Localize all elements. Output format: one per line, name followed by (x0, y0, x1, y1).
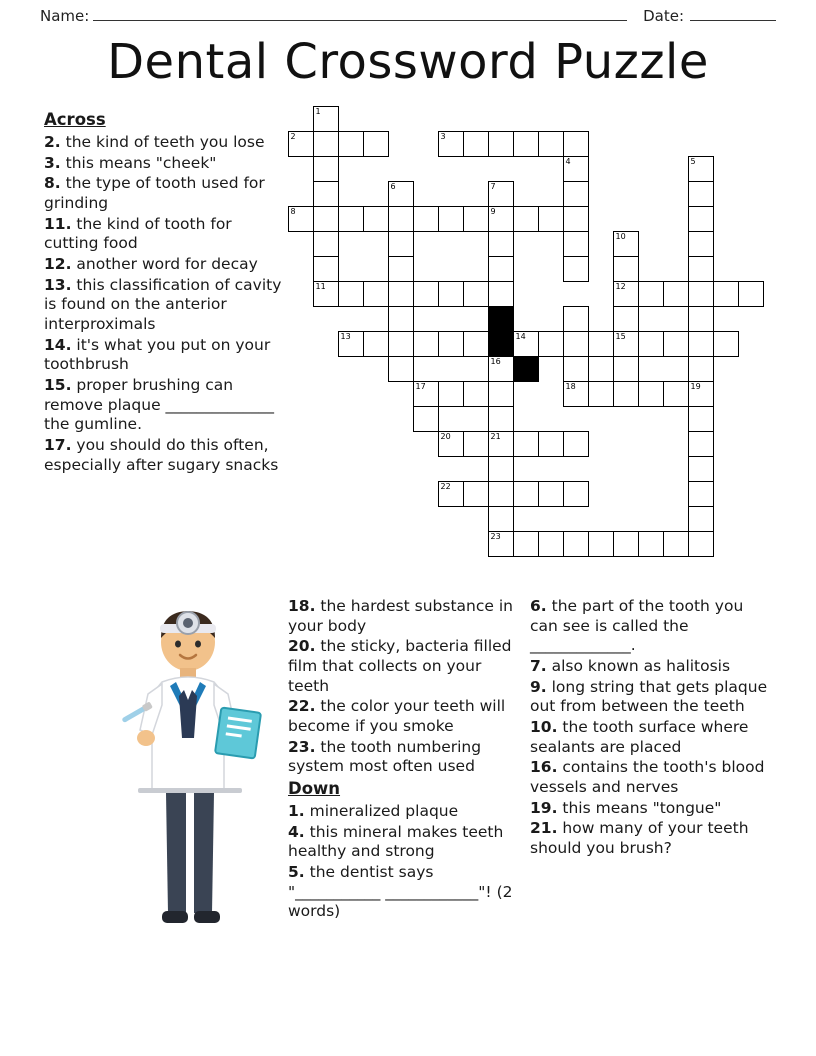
date-label: Date: (643, 7, 684, 25)
grid-cell[interactable] (663, 531, 689, 557)
grid-cell[interactable] (563, 431, 589, 457)
grid-cell[interactable] (563, 331, 589, 357)
grid-cell[interactable] (338, 281, 364, 307)
grid-cell[interactable] (563, 356, 589, 382)
grid-cell[interactable] (538, 481, 564, 507)
grid-cell[interactable] (663, 281, 689, 307)
grid-cell[interactable] (538, 131, 564, 157)
grid-cell-number: 11 (315, 282, 326, 291)
clue-number: 19. (530, 798, 558, 817)
grid-cell[interactable] (563, 206, 589, 232)
grid-cell[interactable] (663, 381, 689, 407)
clue-item (44, 174, 282, 213)
grid-cell[interactable] (463, 131, 489, 157)
clue-item (530, 678, 775, 717)
grid-cell[interactable] (513, 331, 539, 357)
grid-cell[interactable] (388, 281, 414, 307)
clue-item (288, 738, 518, 777)
clue-text: it's what you put on your toothbrush (44, 335, 271, 374)
grid-cell-number: 23 (490, 532, 501, 541)
clue-item (288, 597, 518, 636)
grid-cell[interactable] (688, 531, 714, 557)
grid-cell[interactable] (388, 356, 414, 382)
grid-cell[interactable] (638, 531, 664, 557)
clue-item (288, 697, 518, 736)
grid-cell[interactable] (563, 181, 589, 207)
grid-cell[interactable] (488, 506, 514, 532)
grid-cell[interactable] (488, 531, 514, 557)
clue-item (530, 657, 775, 677)
clue-text: you should do this often, especially after sugary snacks (44, 436, 279, 474)
clue-number: 2. (44, 132, 61, 151)
name-date-row (40, 6, 776, 25)
grid-cell-number: 6 (390, 182, 396, 191)
clue-number: 16. (530, 758, 558, 777)
grid-cell[interactable] (463, 481, 489, 507)
clue-text: the hardest substance in your body (288, 597, 513, 635)
clue-number: 7. (530, 657, 547, 676)
grid-cell[interactable] (413, 206, 439, 232)
grid-cell[interactable] (313, 181, 339, 207)
grid-cell[interactable] (538, 331, 564, 357)
grid-cell[interactable] (488, 456, 514, 482)
grid-cell[interactable] (338, 206, 364, 232)
grid-cell[interactable] (313, 131, 339, 157)
grid-cell[interactable] (313, 106, 339, 132)
grid-cell[interactable] (713, 331, 739, 357)
grid-cell[interactable] (513, 431, 539, 457)
grid-cell[interactable] (338, 331, 364, 357)
grid-cell[interactable] (288, 206, 314, 232)
grid-cell[interactable] (638, 331, 664, 357)
grid-cell[interactable] (613, 331, 639, 357)
grid-cell[interactable] (563, 156, 589, 182)
grid-cell[interactable] (488, 231, 514, 257)
clue-number: 17. (44, 436, 72, 455)
grid-cell[interactable] (513, 206, 539, 232)
grid-cell[interactable] (438, 331, 464, 357)
grid-cell-number: 13 (340, 332, 351, 341)
grid-cell[interactable] (488, 131, 514, 157)
grid-cell[interactable] (413, 281, 439, 307)
grid-cell[interactable] (463, 381, 489, 407)
clue-number: 18. (288, 597, 316, 615)
grid-cell[interactable] (363, 331, 389, 357)
grid-cell[interactable] (488, 356, 514, 382)
name-label: Name: (40, 7, 90, 25)
grid-cell[interactable] (688, 206, 714, 232)
clue-item (44, 376, 282, 435)
grid-cell-number: 9 (490, 207, 496, 216)
grid-cell[interactable] (488, 181, 514, 207)
grid-cell-number: 3 (440, 132, 446, 141)
grid-cell-number: 1 (315, 107, 321, 116)
grid-cell[interactable] (438, 431, 464, 457)
clue-item (530, 819, 775, 858)
grid-cell[interactable] (688, 231, 714, 257)
grid-cell[interactable] (638, 281, 664, 307)
grid-cell[interactable] (563, 131, 589, 157)
clue-number: 8. (44, 174, 61, 193)
grid-cell[interactable] (488, 406, 514, 432)
grid-cell[interactable] (663, 331, 689, 357)
grid-cell[interactable] (613, 381, 639, 407)
grid-cell[interactable] (613, 306, 639, 332)
grid-cell[interactable] (688, 506, 714, 532)
clue-number: 22. (288, 697, 316, 716)
clue-text: the color your teeth will become if you smoke (288, 697, 506, 736)
clue-text: the tooth numbering system most often used (288, 737, 482, 776)
grid-cell[interactable] (463, 281, 489, 307)
clue-number: 15. (44, 376, 72, 395)
grid-cell[interactable] (413, 381, 439, 407)
grid-cell-blocked (513, 356, 539, 382)
grid-cell[interactable] (688, 181, 714, 207)
grid-cell[interactable] (363, 131, 389, 157)
clue-item (288, 802, 518, 822)
grid-cell[interactable] (513, 481, 539, 507)
clue-item (530, 758, 775, 797)
grid-cell[interactable] (563, 531, 589, 557)
grid-cell[interactable] (313, 231, 339, 257)
across-clue-column-left (44, 110, 282, 476)
grid-cell-number: 19 (690, 382, 701, 391)
grid-cell-number: 15 (615, 332, 626, 341)
grid-cell[interactable] (288, 131, 314, 157)
date-write-line[interactable] (690, 6, 776, 21)
clue-text: long string that gets plaque out from between the teeth (530, 677, 768, 716)
grid-cell[interactable] (388, 231, 414, 257)
clue-item (530, 799, 775, 819)
grid-cell[interactable] (463, 331, 489, 357)
clue-text: the kind of tooth for cutting food (44, 214, 232, 253)
grid-cell[interactable] (488, 481, 514, 507)
grid-cell[interactable] (613, 356, 639, 382)
clue-item (44, 133, 282, 153)
grid-cell-number: 18 (565, 382, 576, 391)
grid-cell[interactable] (613, 531, 639, 557)
clue-item (44, 276, 282, 335)
grid-cell[interactable] (588, 531, 614, 557)
grid-cell[interactable] (338, 131, 364, 157)
down-heading: Down (288, 779, 341, 799)
grid-cell-blocked (488, 331, 514, 357)
clue-item (288, 823, 518, 862)
grid-cell[interactable] (388, 256, 414, 282)
grid-cell[interactable] (688, 356, 714, 382)
grid-cell[interactable] (438, 481, 464, 507)
grid-cell[interactable] (563, 256, 589, 282)
grid-cell[interactable] (313, 156, 339, 182)
grid-cell[interactable] (688, 281, 714, 307)
grid-cell[interactable] (313, 206, 339, 232)
clue-text: the type of tooth used for grinding (44, 174, 265, 212)
clue-number: 21. (530, 819, 558, 838)
grid-cell-number: 22 (440, 482, 451, 491)
grid-cell[interactable] (438, 131, 464, 157)
clue-number: 9. (530, 677, 547, 696)
across-heading: Across (44, 110, 106, 129)
grid-cell[interactable] (513, 131, 539, 157)
grid-cell[interactable] (613, 231, 639, 257)
grid-cell[interactable] (488, 381, 514, 407)
grid-cell[interactable] (688, 481, 714, 507)
grid-cell[interactable] (513, 531, 539, 557)
grid-cell[interactable] (688, 156, 714, 182)
grid-cell[interactable] (388, 181, 414, 207)
grid-cell[interactable] (688, 331, 714, 357)
grid-cell[interactable] (613, 256, 639, 282)
clue-text: proper brushing can remove plaque ______________ the gumline. (44, 376, 275, 434)
clue-number: 20. (288, 637, 316, 656)
clue-number: 11. (44, 214, 72, 233)
grid-cell[interactable] (713, 281, 739, 307)
clue-item (530, 597, 775, 656)
clue-item (288, 637, 518, 696)
clue-number: 6. (530, 597, 547, 615)
grid-cell[interactable] (538, 431, 564, 457)
clue-number: 10. (530, 718, 558, 737)
clue-text: the kind of teeth you lose (60, 132, 265, 151)
grid-cell[interactable] (388, 306, 414, 332)
grid-cell-number: 8 (290, 207, 296, 216)
name-write-line[interactable] (93, 6, 627, 21)
grid-cell-number: 17 (415, 382, 426, 391)
grid-cell[interactable] (438, 381, 464, 407)
grid-cell[interactable] (688, 256, 714, 282)
grid-cell[interactable] (438, 281, 464, 307)
grid-cell-number: 4 (565, 157, 571, 166)
grid-cell[interactable] (588, 381, 614, 407)
grid-cell[interactable] (363, 281, 389, 307)
grid-cell[interactable] (388, 206, 414, 232)
grid-cell[interactable] (488, 256, 514, 282)
grid-cell-number: 5 (690, 157, 696, 166)
clue-text: how many of your teeth should you brush? (530, 819, 749, 858)
grid-cell[interactable] (438, 206, 464, 232)
clue-item (44, 436, 282, 475)
clue-column-middle (288, 596, 518, 923)
clue-text: this mineral makes teeth healthy and strong (288, 822, 504, 861)
clue-number: 1. (288, 802, 305, 820)
grid-cell[interactable] (538, 206, 564, 232)
clue-number: 3. (44, 153, 61, 172)
grid-cell[interactable] (488, 281, 514, 307)
grid-cell[interactable] (613, 281, 639, 307)
grid-cell-blocked (488, 306, 514, 332)
clue-text: this classification of cavity is found on the anterior interproximals (44, 275, 282, 333)
grid-cell[interactable] (488, 206, 514, 232)
grid-cell[interactable] (413, 331, 439, 357)
grid-cell[interactable] (463, 431, 489, 457)
clue-number: 14. (44, 335, 72, 354)
page-title: Dental Crossword Puzzle (107, 34, 709, 90)
clue-number: 12. (44, 254, 72, 273)
grid-cell[interactable] (638, 381, 664, 407)
clue-item (44, 154, 282, 174)
clue-item (44, 255, 282, 275)
clue-number: 13. (44, 275, 72, 294)
grid-cell[interactable] (563, 381, 589, 407)
grid-cell-number: 20 (440, 432, 451, 441)
grid-cell[interactable] (588, 331, 614, 357)
grid-cell[interactable] (463, 206, 489, 232)
grid-cell-number: 16 (490, 357, 501, 366)
clue-text: this means "tongue" (557, 798, 722, 817)
grid-cell[interactable] (488, 431, 514, 457)
grid-cell[interactable] (563, 481, 589, 507)
grid-cell[interactable] (313, 281, 339, 307)
grid-cell-number: 10 (615, 232, 626, 241)
down-clue-column-right (530, 596, 775, 860)
grid-cell[interactable] (738, 281, 764, 307)
dentist-illustration (110, 598, 270, 948)
grid-cell-number: 2 (290, 132, 296, 141)
clue-number: 4. (288, 822, 305, 841)
grid-cell[interactable] (563, 306, 589, 332)
grid-cell-number: 12 (615, 282, 626, 291)
clue-text: mineralized plaque (304, 802, 459, 820)
clue-item (530, 718, 775, 757)
grid-cell[interactable] (538, 531, 564, 557)
grid-cell[interactable] (313, 256, 339, 282)
grid-cell[interactable] (388, 331, 414, 357)
grid-cell[interactable] (688, 406, 714, 432)
clue-item (44, 336, 282, 375)
clue-text: the part of the tooth you can see is called the _____________. (530, 597, 744, 655)
clue-text: contains the tooth's blood vessels and nerves (530, 758, 765, 797)
clue-number: 23. (288, 737, 316, 756)
grid-cell[interactable] (688, 381, 714, 407)
clue-text: the dentist says "___________ ____________"! (2 words) (288, 863, 513, 921)
grid-cell[interactable] (363, 206, 389, 232)
clue-item (44, 215, 282, 254)
grid-cell[interactable] (563, 231, 589, 257)
grid-cell-number: 7 (490, 182, 496, 191)
clue-text: this means "cheek" (60, 153, 217, 172)
grid-cell-number: 14 (515, 332, 526, 341)
clue-item (288, 863, 518, 922)
grid-cell[interactable] (413, 406, 439, 432)
clue-number: 5. (288, 863, 305, 882)
grid-cell[interactable] (688, 431, 714, 457)
grid-cell-number: 21 (490, 432, 501, 441)
clue-text: also known as halitosis (546, 657, 731, 676)
crossword-grid[interactable] (288, 106, 788, 576)
clue-text: the sticky, bacteria filled film that collects on your teeth (288, 637, 512, 695)
clue-text: the tooth surface where sealants are placed (530, 718, 749, 756)
grid-cell[interactable] (688, 306, 714, 332)
clue-text: another word for decay (71, 254, 258, 273)
grid-cell[interactable] (688, 456, 714, 482)
